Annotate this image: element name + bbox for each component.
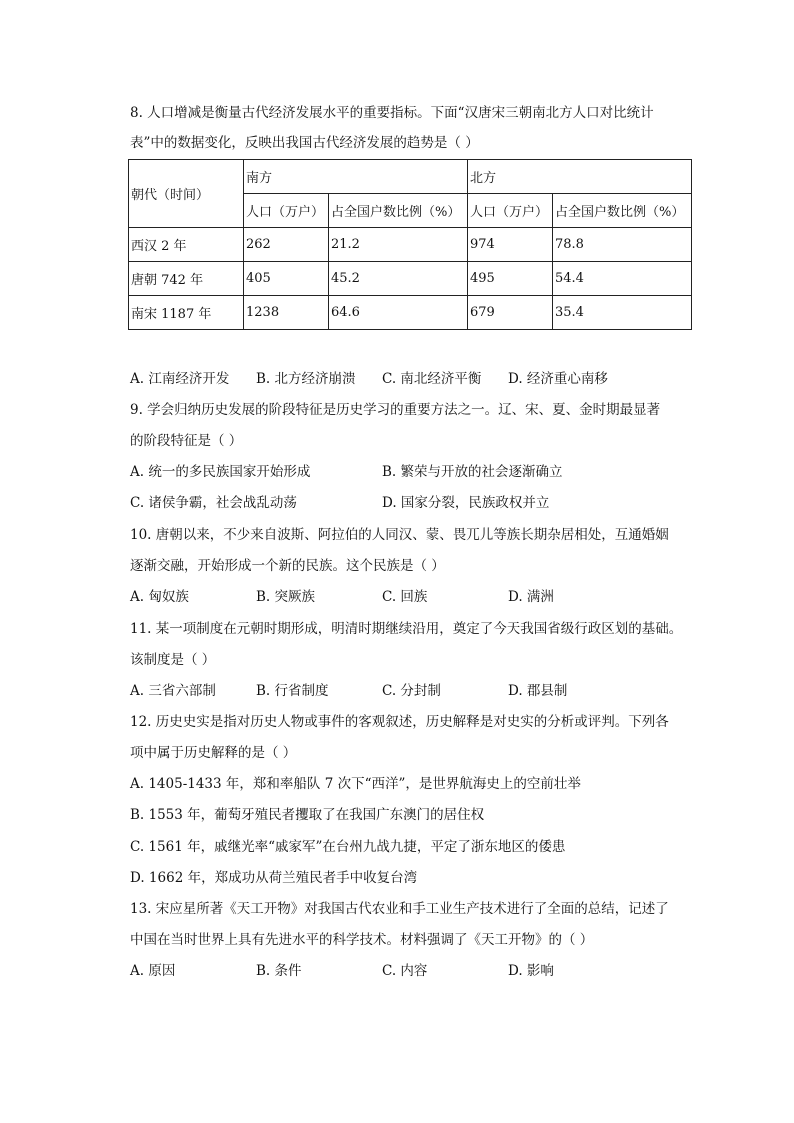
q9-stem-line1: 9. 学会归纳历史发展的阶段特征是历史学习的重要方法之一。辽、宋、夏、金时期最显著 (130, 402, 661, 418)
q11-option-b[interactable]: B. 行省制度 (256, 683, 329, 699)
q13-stem-line2: 中国在当时世界上具有先进水平的科学技术。材料强调了《天工开物》的（ ） (130, 932, 594, 948)
q9-stem-line2: 的阶段特征是（ ） (130, 433, 243, 449)
table-subheader-north-pop: 人口（万户） (468, 194, 553, 228)
table-cell-era: 唐朝 742 年 (129, 262, 244, 296)
table-header-south: 南方 (244, 160, 468, 194)
q12-option-a[interactable]: A. 1405-1433 年，郑和率船队 7 次下“西洋”，是世界航海史上的空前壮举 (130, 776, 581, 792)
q10-option-d[interactable]: D. 满洲 (508, 589, 554, 605)
q11-stem-line1: 11. 某一项制度在元朝时期形成，明清时期继续沿用，奠定了今天我国省级行政区划的基础。 (130, 621, 683, 637)
q10-option-a[interactable]: A. 匈奴族 (130, 589, 189, 605)
q8-option-a[interactable]: A. 江南经济开发 (130, 371, 230, 387)
table-row (129, 228, 692, 262)
q11-stem-line2: 该制度是（ ） (130, 652, 216, 668)
table-header-north: 北方 (468, 160, 692, 194)
table-cell-north-pop: 495 (468, 262, 553, 296)
q13-option-b[interactable]: B. 条件 (256, 963, 302, 979)
q8-stem-line2: 表”中的数据变化，反映出我国古代经济发展的趋势是（ ） (130, 135, 479, 151)
q12-stem-line2: 项中属于历史解释的是（ ） (130, 745, 297, 761)
table-cell-north-pop: 679 (468, 296, 553, 330)
q11-option-a[interactable]: A. 三省六部制 (130, 683, 216, 699)
q12-option-c[interactable]: C. 1561 年，戚继光率“戚家军”在台州九战九捷，平定了浙东地区的倭患 (130, 839, 566, 855)
q10-option-b[interactable]: B. 突厥族 (256, 589, 316, 605)
q12-option-d[interactable]: D. 1662 年，郑成功从荷兰殖民者手中收复台湾 (130, 870, 418, 886)
table-cell-south-ratio: 21.2 (329, 228, 468, 262)
table-row (129, 296, 692, 330)
table-cell-south-pop: 1238 (244, 296, 329, 330)
table-cell-north-pop: 974 (468, 228, 553, 262)
q9-option-b[interactable]: B. 繁荣与开放的社会逐渐确立 (382, 464, 563, 480)
population-table (128, 159, 692, 330)
q12-option-b[interactable]: B. 1553 年，葡萄牙殖民者攫取了在我国广东澳门的居住权 (130, 807, 485, 823)
q8-option-d[interactable]: D. 经济重心南移 (508, 371, 608, 387)
q11-option-c[interactable]: C. 分封制 (382, 683, 441, 699)
q13-stem-line1: 13. 宋应星所著《天工开物》对我国古代农业和手工业生产技术进行了全面的总结，记述了 (130, 901, 669, 917)
q11-option-d[interactable]: D. 郡县制 (508, 683, 568, 699)
q8-option-c[interactable]: C. 南北经济平衡 (382, 371, 482, 387)
table-row (129, 262, 692, 296)
table-subheader-south-pop: 人口（万户） (244, 194, 329, 228)
q12-stem-line1: 12. 历史史实是指对历史人物或事件的客观叙述，历史解释是对史实的分析或评判。下列各 (130, 714, 669, 730)
q10-option-c[interactable]: C. 回族 (382, 589, 428, 605)
q13-option-c[interactable]: C. 内容 (382, 963, 428, 979)
table-cell-north-ratio: 54.4 (553, 262, 692, 296)
q9-option-a[interactable]: A. 统一的多民族国家开始形成 (130, 464, 311, 480)
table-cell-south-ratio: 45.2 (329, 262, 468, 296)
table-cell-era: 西汉 2 年 (129, 228, 244, 262)
q9-option-c[interactable]: C. 诸侯争霸，社会战乱动荡 (130, 495, 297, 511)
q13-option-d[interactable]: D. 影响 (508, 963, 554, 979)
table-header-era: 朝代（时间） (129, 160, 244, 228)
q8-option-b[interactable]: B. 北方经济崩溃 (256, 371, 356, 387)
table-cell-south-ratio: 64.6 (329, 296, 468, 330)
q13-option-a[interactable]: A. 原因 (130, 963, 176, 979)
q8-stem-line1: 8. 人口增减是衡量古代经济发展水平的重要指标。下面“汉唐宋三朝南北方人口对比统计 (130, 105, 654, 121)
table-cell-north-ratio: 78.8 (553, 228, 692, 262)
table-cell-north-ratio: 35.4 (553, 296, 692, 330)
q10-stem-line1: 10. 唐朝以来，不少来自波斯、阿拉伯的人同汉、蒙、畏兀儿等族长期杂居相处，互通婚姻 (130, 527, 669, 543)
q10-stem-line2: 逐渐交融，开始形成一个新的民族。这个民族是（ ） (130, 558, 445, 574)
table-cell-south-pop: 405 (244, 262, 329, 296)
table-cell-era: 南宋 1187 年 (129, 296, 244, 330)
q9-option-d[interactable]: D. 国家分裂，民族政权并立 (382, 495, 550, 511)
table-cell-south-pop: 262 (244, 228, 329, 262)
table-subheader-south-ratio: 占全国户数比例（%） (329, 194, 468, 228)
table-subheader-north-ratio: 占全国户数比例（%） (553, 194, 692, 228)
